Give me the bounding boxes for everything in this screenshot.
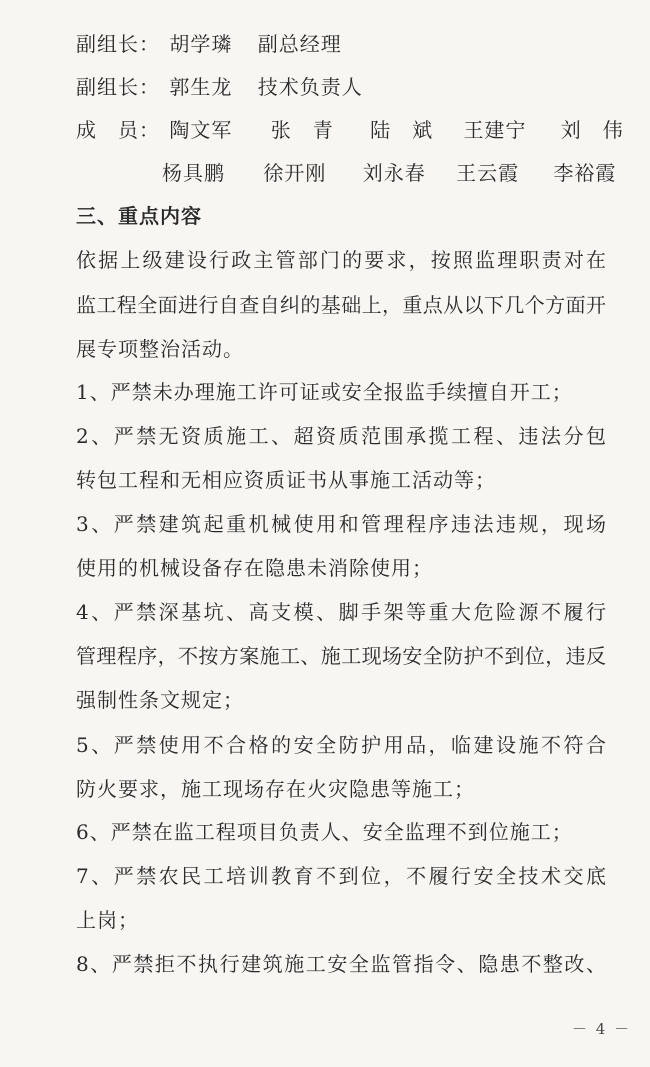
- item-line: 3、严禁建筑起重机械使用和管理程序违法违规，现场: [76, 512, 606, 536]
- item-line: 7、严禁农民工培训教育不到位，不履行安全技术交底: [76, 864, 606, 888]
- page-number: － 4 －: [572, 1020, 632, 1038]
- item-line: 管理程序，不按方案施工、施工现场安全防护不到位，违反: [76, 644, 606, 668]
- member-name: 陆 斌: [370, 118, 434, 142]
- deputy-leader-title: 技术负责人: [257, 75, 363, 99]
- intro-line: 监工程全面进行自查自纠的基础上，重点从以下几个方面开: [76, 293, 606, 317]
- item-line: 转包工程和无相应资质证书从事施工活动等；: [76, 468, 496, 492]
- member-name: 张 青: [270, 118, 334, 142]
- item-line: 强制性条文规定；: [76, 688, 244, 712]
- deputy-leader-title: 副总经理: [257, 32, 342, 56]
- item-line: 上岗；: [76, 908, 139, 932]
- members-line-2: [162, 161, 616, 185]
- section-heading: 三、重点内容: [76, 204, 202, 228]
- intro-line: 依据上级建设行政主管部门的要求，按照监理职责对在: [76, 248, 606, 272]
- members-line-1: [76, 118, 624, 142]
- item-line: 8、严禁拒不执行建筑施工安全监管指令、隐患不整改、: [76, 952, 606, 976]
- item-line: 5、严禁使用不合格的安全防护用品，临建设施不符合: [76, 733, 606, 757]
- member-name: 王云霞: [456, 161, 520, 185]
- deputy-leader-name: 郭生龙: [169, 75, 233, 99]
- intro-line: 展专项整治活动。: [76, 337, 244, 361]
- members-label: 成 员：: [76, 118, 160, 142]
- deputy-leader-line-1: [76, 32, 342, 56]
- item-line: 2、严禁无资质施工、超资质范围承揽工程、违法分包: [76, 424, 606, 448]
- item-line: 1、严禁未办理施工许可证或安全报监手续擅自开工；: [76, 380, 573, 404]
- member-name: 陶文军: [169, 118, 233, 142]
- item-line: 6、严禁在监工程项目负责人、安全监理不到位施工；: [76, 820, 573, 844]
- member-name: 徐开刚: [263, 161, 327, 185]
- deputy-leader-label: 副组长：: [76, 32, 160, 56]
- member-name: 刘永春: [362, 161, 426, 185]
- deputy-leader-label: 副组长：: [76, 75, 160, 99]
- item-line: 使用的机械设备存在隐患未消除使用；: [76, 556, 433, 580]
- member-name: 刘 伟: [560, 118, 624, 142]
- member-name: 李裕霞: [553, 161, 617, 185]
- member-name: 杨具鹏: [162, 161, 225, 185]
- deputy-leader-line-2: [76, 75, 363, 99]
- member-name: 王建宁: [463, 118, 527, 142]
- item-line: 4、严禁深基坑、高支模、脚手架等重大危险源不履行: [76, 600, 606, 624]
- deputy-leader-name: 胡学璘: [169, 32, 233, 56]
- item-line: 防火要求，施工现场存在火灾隐患等施工；: [76, 777, 475, 801]
